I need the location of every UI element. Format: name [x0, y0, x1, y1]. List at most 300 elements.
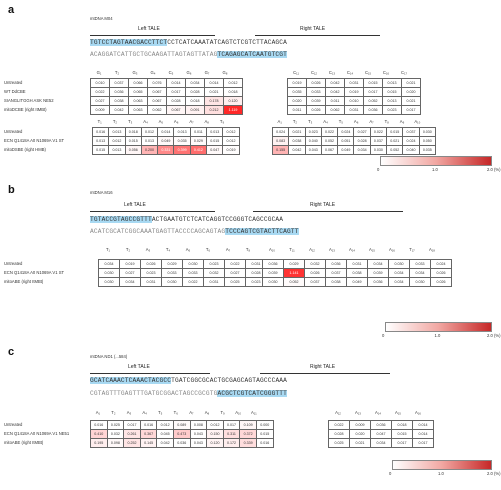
column-header: C₁₁: [293, 70, 299, 75]
column-header: A₇: [369, 119, 374, 124]
column-header: A₄: [142, 410, 147, 415]
column-header: A₅: [158, 119, 164, 124]
table-cell: 0.015: [125, 137, 141, 146]
table-cell: 0.021: [205, 88, 224, 97]
table-cell: 0.035: [174, 137, 190, 146]
scale-tick-label: 0: [382, 333, 385, 338]
table-cell: 0.032: [107, 430, 124, 439]
table-cell: 0.023: [246, 278, 267, 287]
row-label: ECN Q1418A A0 N1069A V1 NE51: [4, 431, 70, 436]
table-cell: 0.030: [263, 278, 284, 287]
column-header: T₂: [112, 119, 118, 124]
table-cell: 0.033: [307, 88, 326, 97]
table-cell: 0.017: [223, 421, 240, 430]
table-cell: 0.034: [389, 269, 410, 278]
table-cell: 0.022: [225, 260, 246, 269]
table-cell: 0.027: [354, 128, 370, 137]
color-scale-a: [380, 156, 492, 166]
table-cell: 0.035: [419, 146, 435, 155]
table-cell: 0.025: [329, 439, 350, 448]
table-cell: 0.039: [368, 269, 389, 278]
table-cell: 0.021: [289, 128, 305, 137]
column-header: A₁₅: [395, 410, 401, 415]
table-a1: [90, 78, 243, 115]
table-cell: 0.067: [148, 97, 167, 106]
column-header: A₁₂: [335, 410, 341, 415]
seq-plain: ACATCGCATCGGCAAATGAGTTACCCCAGCAGTAG: [90, 228, 226, 235]
table-cell: 0.013: [383, 97, 402, 106]
table-b1: [98, 259, 267, 287]
column-header: T₁₇: [409, 247, 415, 252]
table-row: [273, 128, 436, 137]
table-cell: 0.019: [223, 146, 239, 155]
row-label: mitoDSBE (right HMB): [4, 147, 46, 152]
scale-tick-label: 0: [389, 471, 392, 476]
table-cell: 0.010: [91, 79, 110, 88]
seq-tale-site: GCATCAAACTCAAACTACGCC: [90, 377, 172, 384]
column-header: A₄: [143, 119, 148, 124]
table-cell: 0.036: [110, 88, 129, 97]
table-cell: 0.042: [326, 88, 345, 97]
table-cell: 0.034: [371, 439, 392, 448]
table-cell: 0.036: [364, 106, 383, 115]
table-cell: 0.027: [225, 269, 246, 278]
table-cell: 0.473: [173, 430, 190, 439]
table-cell: 0.026: [141, 260, 162, 269]
table-cell: 0.372: [240, 430, 257, 439]
table-cell: 0.015: [383, 88, 402, 97]
table-cell: 0.018: [186, 97, 205, 106]
table-cell: 0.089: [173, 421, 190, 430]
table-cell: 0.311: [223, 430, 240, 439]
table-cell: 0.063: [129, 97, 148, 106]
table-cell: 0.047: [371, 430, 392, 439]
table-cell: 0.014: [413, 421, 434, 430]
table-row: [263, 278, 452, 287]
table-cell: 0.037: [326, 269, 347, 278]
table-cell: 0.023: [204, 260, 225, 269]
table-cell: 0.030: [183, 260, 204, 269]
column-header: T₉: [220, 410, 225, 415]
table-cell: 0.029: [284, 260, 305, 269]
table-cell: 0.036: [326, 260, 347, 269]
table-cell: 0.025: [225, 278, 246, 287]
table-cell: 0.037: [403, 128, 419, 137]
table-cell: 0.109: [240, 421, 257, 430]
column-header: A₇: [189, 410, 194, 415]
row-label: mitoABE (right ItMBt): [4, 440, 44, 445]
table-cell: 0.021: [350, 439, 371, 448]
column-header: C₁₂: [310, 70, 318, 75]
table-cell: 0.014: [158, 128, 174, 137]
table-cell: 0.015: [256, 430, 273, 439]
color-scale-c: [392, 460, 492, 470]
row-label: Untreated: [4, 261, 23, 266]
table-cell: 0.399: [174, 146, 190, 155]
table-cell: 0.028: [329, 430, 350, 439]
column-header: C₁₄: [346, 70, 354, 75]
table-cell: 0.015: [364, 79, 383, 88]
column-header: A₁₅: [369, 247, 375, 252]
table-cell: 0.030: [162, 278, 183, 287]
table-row: [273, 137, 436, 146]
right-tale-label: Right TALE: [310, 202, 336, 208]
table-row: [93, 146, 240, 155]
table-cell: 0.016: [256, 439, 273, 448]
table-cell: 0.036: [368, 278, 389, 287]
table-cell: 0.014: [205, 79, 224, 88]
table-cell: 0.015: [392, 430, 413, 439]
table-cell: 0.040: [403, 146, 419, 155]
table-cell: 0.037: [110, 79, 129, 88]
table-cell: 0.047: [207, 146, 223, 155]
column-header: T₆: [205, 247, 211, 252]
table-cell: 0.042: [289, 146, 305, 155]
table-cell: 0.024: [403, 137, 419, 146]
column-header: T₆: [173, 410, 178, 415]
column-header: C₁₅: [364, 70, 372, 75]
table-row: [91, 439, 274, 448]
table-cell: 0.015: [387, 128, 403, 137]
table-cell: 0.029: [190, 137, 206, 146]
table-cell: 0.120: [207, 439, 224, 448]
table-cell: 0.036: [263, 260, 284, 269]
table-cell: 0.023: [305, 128, 321, 137]
table-row: [263, 260, 452, 269]
seq-tale-site: TGTCCTAGTAACGACCTTCT: [90, 39, 168, 46]
table-cell: 0.043: [190, 439, 207, 448]
table-row: [329, 421, 434, 430]
table-cell: 0.012: [223, 137, 239, 146]
table-cell: 0.031: [141, 278, 162, 287]
table-cell: 0.016: [140, 421, 157, 430]
seq-tale-site: TCAGAGCATCAATGTCGT: [217, 51, 288, 58]
table-cell: 1.119: [224, 106, 243, 115]
table-cell: 0.032: [204, 269, 225, 278]
column-header: A₁₁: [250, 410, 257, 415]
left-tale-line: [90, 35, 215, 36]
table-cell: 0.252: [124, 439, 141, 448]
table-cell: 0.026: [305, 269, 326, 278]
scale-tick-label: 1.0: [432, 167, 438, 172]
table-cell: 0.040: [305, 137, 321, 146]
table-cell: 0.063: [129, 106, 148, 115]
column-header: A₁₂: [309, 247, 315, 252]
table-cell: 0.022: [183, 278, 204, 287]
table-cell: 0.051: [338, 137, 354, 146]
table-cell: 0.035: [288, 88, 307, 97]
table-cell: 0.030: [419, 128, 435, 137]
table-cell: 0.030: [99, 269, 120, 278]
column-header: A₁₈: [429, 247, 435, 252]
table-cell: 0.067: [321, 146, 337, 155]
sequence-bottom-b: [90, 229, 299, 235]
column-header: T₅: [338, 119, 343, 124]
column-header: G₇: [204, 70, 210, 75]
column-header: A₁₃: [355, 410, 361, 415]
row-label: Untreated: [4, 80, 23, 85]
table-cell: 0.067: [167, 106, 186, 115]
table-cell: 0.049: [338, 146, 354, 155]
seq-tale-site: TGTACCGTAGCCGTTT: [90, 216, 152, 223]
left-tale-label: Left TALE: [128, 364, 150, 370]
table-cell: 0.022: [91, 88, 110, 97]
table-cell: 0.331: [158, 146, 174, 155]
table-cell: 0.052: [321, 137, 337, 146]
table-cell: 0.034: [120, 278, 141, 287]
column-header: G₆: [186, 70, 192, 75]
seq-tale-site: ACGCTCGTCATCGGGTTT: [217, 390, 288, 397]
table-row: [288, 97, 421, 106]
table-cell: 0.025: [107, 421, 124, 430]
table-cell: 0.024: [431, 260, 452, 269]
column-header: A₆: [173, 119, 179, 124]
column-header: T₂: [111, 410, 116, 415]
table-cell: 0.012: [207, 421, 224, 430]
seq-plain: ACTGAATGTCTCATCAGGTCCGGGTCAGCCGCAA: [151, 216, 284, 223]
table-cell: 0.016: [91, 421, 108, 430]
column-header: T₁₁: [289, 247, 295, 252]
table-cell: 0.145: [140, 439, 157, 448]
sequence-bottom-a: [90, 52, 287, 58]
table-cell: 0.013: [109, 128, 125, 137]
table-cell: 0.410: [91, 430, 108, 439]
table-cell: 0.033: [183, 269, 204, 278]
table-cell: 0.011: [190, 128, 206, 137]
panel-letter-b: b: [8, 184, 15, 196]
target-label: mtDNA M16: [90, 190, 113, 195]
table-cell: 0.172: [223, 439, 240, 448]
table-row: [93, 137, 240, 146]
table-a3: [92, 127, 240, 155]
table-cell: 0.028: [186, 88, 205, 97]
sequence-top-c: [90, 378, 287, 384]
table-cell: 0.155: [273, 146, 289, 155]
table-row: [93, 128, 240, 137]
panel-letter-a: a: [8, 4, 15, 16]
table-cell: 0.042: [110, 106, 129, 115]
table-row: [91, 88, 243, 97]
column-header: A₇: [225, 247, 231, 252]
table-row: [99, 278, 267, 287]
table-cell: 0.026: [431, 278, 452, 287]
table-row: [91, 106, 243, 115]
table-cell: 0.043: [190, 430, 207, 439]
table-b2: [262, 259, 452, 287]
column-header: A₁₀: [235, 410, 242, 415]
table-cell: 0.049: [347, 278, 368, 287]
column-header: A₁₄: [349, 247, 355, 252]
table-cell: 0.066: [129, 79, 148, 88]
scale-tick-label: 0: [377, 167, 380, 172]
table-cell: 0.029: [162, 260, 183, 269]
table-row: [91, 430, 274, 439]
table-row: [91, 79, 243, 88]
column-header: C₁₆: [382, 70, 390, 75]
table-cell: 0.178: [205, 97, 224, 106]
table-a4: [272, 127, 436, 155]
table-cell: 0.367: [140, 430, 157, 439]
table-cell: 0.030: [99, 278, 120, 287]
table-cell: 0.016: [93, 128, 109, 137]
table-cell: 0.008: [190, 421, 207, 430]
column-header: A₈: [204, 119, 209, 124]
table-cell: 0.030: [370, 146, 386, 155]
table-cell: 0.017: [402, 106, 421, 115]
table-cell: 0.067: [148, 88, 167, 97]
table-cell: 0.031: [345, 106, 364, 115]
column-header: T₈: [384, 119, 389, 124]
table-cell: 0.012: [224, 79, 243, 88]
table-cell: 0.018: [392, 421, 413, 430]
column-header: G₃: [132, 70, 138, 75]
table-cell: 0.036: [173, 439, 190, 448]
table-cell: 0.009: [350, 421, 371, 430]
table-cell: 0.020: [350, 430, 371, 439]
row-label: SIANGLITGGH ASK NE52: [4, 98, 54, 103]
table-cell: 1.141: [284, 269, 305, 278]
table-row: [288, 106, 421, 115]
table-cell: 0.098: [107, 439, 124, 448]
table-cell: 0.013: [207, 128, 223, 137]
column-header: G₄: [150, 70, 156, 75]
table-cell: 0.039: [307, 97, 326, 106]
table-cell: 0.009: [91, 106, 110, 115]
table-cell: 0.014: [413, 430, 434, 439]
column-header: A₁₆: [389, 247, 395, 252]
table-cell: 0.026: [307, 106, 326, 115]
column-header: A₃: [126, 410, 132, 415]
table-cell: 0.056: [125, 146, 141, 155]
column-header: T₂: [292, 119, 298, 124]
scale-tick-label: 2.0 (%): [487, 167, 501, 172]
row-label: ECN Q1418A A0 N1069A V1 ST: [4, 138, 65, 143]
table-cell: 0.039: [263, 269, 284, 278]
table-cell: 0.031: [246, 260, 267, 269]
table-cell: 0.033: [410, 260, 431, 269]
seq-plain: TGATCGGCGCACTGCGAGCAGTAGCCCAAA: [171, 377, 288, 384]
table-cell: 0.034: [410, 269, 431, 278]
table-cell: 0.019: [345, 88, 364, 97]
table-cell: 0.017: [413, 439, 434, 448]
column-header: A₉: [399, 119, 405, 124]
table-cell: 0.062: [326, 106, 345, 115]
table-cell: 0.018: [125, 128, 141, 137]
table-cell: 0.062: [148, 106, 167, 115]
table-cell: 0.150: [207, 430, 224, 439]
table-cell: 0.015: [93, 146, 109, 155]
table-cell: 0.018: [224, 88, 243, 97]
table-cell: 0.036: [371, 421, 392, 430]
column-header: G₁: [96, 70, 102, 75]
table-cell: 0.038: [289, 137, 305, 146]
table-cell: 0.024: [273, 128, 289, 137]
table-cell: 0.015: [207, 137, 223, 146]
table-cell: 0.017: [124, 421, 141, 430]
table-cell: 0.012: [223, 128, 239, 137]
table-cell: 0.017: [167, 88, 186, 97]
left-tale-line: [90, 211, 215, 212]
table-cell: 0.030: [410, 278, 431, 287]
column-header: A₃: [145, 247, 151, 252]
table-cell: 0.034: [99, 260, 120, 269]
row-label: Untreated: [4, 422, 23, 427]
column-header: A₇: [189, 119, 194, 124]
column-header: T₂: [114, 70, 120, 75]
column-header: A₁₃: [329, 247, 335, 252]
column-header: T₁: [97, 119, 102, 124]
right-tale-line: [253, 211, 403, 212]
table-row: [288, 88, 421, 97]
table-cell: 0.200: [141, 146, 157, 155]
column-header: C₁₇: [401, 70, 407, 75]
table-cell: 0.027: [91, 97, 110, 106]
scale-tick-label: 1.0: [434, 333, 441, 338]
table-cell: 0.013: [109, 146, 125, 155]
column-header: T₄: [165, 247, 171, 252]
table-row: [329, 439, 434, 448]
table-cell: 0.052: [284, 278, 305, 287]
column-header: T₃: [128, 119, 133, 124]
table-cell: 0.014: [167, 79, 186, 88]
table-cell: 0.021: [387, 137, 403, 146]
column-header: A₈: [204, 410, 210, 415]
table-cell: 0.049: [158, 137, 174, 146]
table-row: [99, 260, 267, 269]
table-cell: 0.037: [305, 278, 326, 287]
column-header: T₉: [219, 119, 225, 124]
panel-letter-c: c: [8, 346, 15, 358]
column-header: T₁: [106, 247, 110, 252]
column-header: A₁₀: [269, 247, 275, 252]
table-cell: 0.031: [347, 260, 368, 269]
table-cell: 0.042: [326, 79, 345, 88]
seq-plain: CCTCATCAAATATCAGTCTCGTCTTACAGCA: [167, 39, 288, 46]
table-cell: 0.042: [157, 439, 174, 448]
column-header: T₃: [308, 119, 313, 124]
right-tale-line: [255, 35, 380, 36]
table-cell: 0.043: [305, 146, 321, 155]
seq-plain: ACAGGATCATTGCTGCAAGATTAGTAGTTATAG: [90, 51, 218, 58]
column-header: C₅: [168, 70, 174, 75]
table-cell: 0.028: [354, 137, 370, 146]
sequence-top-b: [90, 217, 283, 223]
column-header: A₁₆: [415, 410, 421, 415]
table-row: [99, 269, 267, 278]
table-cell: 0.038: [110, 97, 129, 106]
table-row: [263, 269, 452, 278]
table-cell: 0.034: [354, 146, 370, 155]
column-header: A₅: [185, 247, 191, 252]
table-cell: 0.017: [364, 88, 383, 97]
table-cell: 0.026: [307, 79, 326, 88]
table-cell: 0.011: [288, 106, 307, 115]
table-cell: 0.052: [387, 146, 403, 155]
row-label: mitoDCBE (right ItMBt): [4, 107, 47, 112]
table-cell: 0.339: [240, 439, 257, 448]
table-cell: 0.021: [402, 97, 421, 106]
column-header: A₁: [95, 410, 100, 415]
table-cell: 0.013: [383, 79, 402, 88]
table-cell: 0.000: [256, 421, 273, 430]
table-cell: 0.212: [205, 106, 224, 115]
table-cell: 0.038: [326, 278, 347, 287]
table-c1: [90, 420, 274, 448]
table-cell: 0.030: [389, 260, 410, 269]
left-tale-label: Left TALE: [124, 202, 146, 208]
table-cell: 0.038: [347, 269, 368, 278]
table-cell: 0.045: [157, 430, 174, 439]
